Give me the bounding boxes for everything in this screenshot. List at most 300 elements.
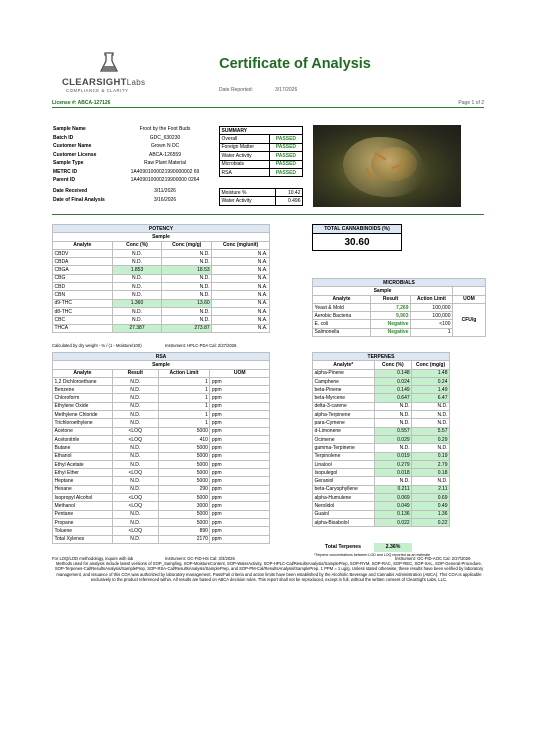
rsa-table: [52, 352, 270, 544]
analyte: Hexane: [53, 485, 113, 493]
rsa-col-uom: UOM: [210, 369, 270, 377]
result: N.D.: [112, 377, 158, 385]
conc-percent: N.D.: [112, 283, 162, 291]
terpenes-title: TERPENES: [313, 353, 450, 361]
result: N.D.: [112, 510, 158, 518]
rsa-band: Sample: [53, 361, 270, 369]
table-row: [313, 444, 450, 452]
action-limit: 290: [158, 485, 210, 493]
license-number: License #: ABCA-127126: [52, 100, 111, 106]
info-label: Sample Type: [53, 160, 84, 166]
table-row: [53, 411, 270, 419]
info-label: Batch ID: [53, 134, 74, 141]
action-limit: 1: [158, 394, 210, 402]
rsa-instrument: Instrument: GC-FID-HS Cal: 3/3/2026: [165, 556, 235, 561]
analyte: para-Cymene: [313, 419, 375, 427]
terpene-note: *Terpene concentrations between LOD and LOQ reported as an estimate: [314, 553, 431, 557]
conc-mgg: 0.22: [412, 518, 450, 526]
conc-mgunit: N.A.: [212, 299, 270, 307]
status-badge: PASSED: [269, 135, 302, 143]
table-row: [313, 402, 450, 410]
table-row: [53, 518, 270, 526]
analyte: Methylene Chloride: [53, 411, 113, 419]
conc-mgg: 1.48: [412, 369, 450, 377]
uom: ppm: [210, 494, 270, 502]
uom: ppm: [210, 502, 270, 510]
result: <LOQ: [112, 427, 158, 435]
status-badge: PASSED: [269, 143, 302, 151]
analyte: d8-THC: [53, 307, 113, 315]
result: 9,903: [371, 312, 411, 320]
disclaimer: Methods used for analysis include latest versions of SOP_Sampling, SOP-MoistureContent, SOP-WaterActivity, SOP-HPLC-Cal/ResultsAnalysis/SamplePrep, SOP-RYM, SOP-RAC, SOP-REC, SOP-SAL, SOP-General-Procedure, SOP-Terpenes-Cal/ResultsAnalysis/SamplePrep, SOP-RSA-Cal/ResultsAnalysis/SamplePrep, and SOP-PM-Cal/ResultsAnalysis/SamplePrep. 1 PPM = 1 ug/g. Unless stated otherwise, these results have been verified by laboratory management, and issuance of this COA was authorized by laboratory management. Pass/Fail criteria and action limits have been established by the Alcoholic Beverage and Cannabis Administration (ABCA). This COA is applicable exclusively to the product referenced within. All results are based on ABCA decision rules. This report shall not be reproduced, except in full, without the written consent of ClearSight Labs, LLC.: [54, 561, 484, 583]
potency-col-percent: Conc (%): [112, 241, 162, 249]
conc-percent: 0.019: [374, 452, 412, 460]
conc-percent: 1.360: [112, 299, 162, 307]
table-row: [53, 502, 270, 510]
info-label: Customer License: [53, 151, 97, 158]
conc-mgg: 0.29: [412, 435, 450, 443]
table-row: [313, 485, 450, 493]
conc-mgg: N.D.: [162, 274, 212, 282]
conc-mgg: 273.87: [162, 324, 212, 332]
table-row: [53, 419, 270, 427]
uom: ppm: [210, 518, 270, 526]
analyte: Ethylene Oxide: [53, 402, 113, 410]
conc-mgg: 0.69: [412, 494, 450, 502]
action-limit: 1: [411, 328, 453, 336]
conc-mgg: 1.49: [412, 386, 450, 394]
table-row: [313, 303, 486, 311]
uom: ppm: [210, 452, 270, 460]
info-label: Sample Name: [53, 126, 86, 132]
table-row: [53, 427, 270, 435]
table-row: [53, 258, 270, 266]
conc-percent: 0.049: [374, 502, 412, 510]
total-cannabinoids-label: TOTAL CANNABINOIDS (%): [313, 225, 402, 234]
uom: ppm: [210, 435, 270, 443]
conc-percent: N.D.: [374, 477, 412, 485]
result: <LOQ: [112, 527, 158, 535]
table-row: [53, 299, 270, 307]
uom: ppm: [210, 427, 270, 435]
terpenes-col-mgg: Conc (mg/g): [412, 361, 450, 369]
microbials-table: [312, 278, 486, 337]
total-terpenes: [312, 543, 450, 552]
microbials-col-limit: Action Limit: [411, 295, 453, 303]
analyte: Heptane: [53, 477, 113, 485]
table-row: [53, 535, 270, 543]
uom: ppm: [210, 460, 270, 468]
conc-percent: N.D.: [374, 419, 412, 427]
result: 7,269: [371, 303, 411, 311]
result: N.D.: [112, 535, 158, 543]
analyte: alpha-Pinene: [313, 369, 375, 377]
result: N.D.: [112, 460, 158, 468]
status-badge: PASSED: [269, 168, 302, 176]
microbials-band: Sample: [313, 287, 453, 295]
conc-mgg: N.D.: [412, 477, 450, 485]
uom: ppm: [210, 535, 270, 543]
action-limit: 5000: [158, 444, 210, 452]
result: N.D.: [112, 394, 158, 402]
conc-mgunit: N.A.: [212, 291, 270, 299]
total-cannabinoids-value: 30.60: [313, 234, 402, 251]
result: N.D.: [112, 411, 158, 419]
result: <LOQ: [112, 494, 158, 502]
conc-percent: 1.853: [112, 266, 162, 274]
conc-mgg: 0.49: [412, 502, 450, 510]
table-row: [313, 452, 450, 460]
analyte: Guaiol: [313, 510, 375, 518]
microbials-col-result: Result: [371, 295, 411, 303]
rsa-col-limit: Action Limit: [158, 369, 210, 377]
analyte: Ocimene: [313, 435, 375, 443]
action-limit: 5000: [158, 469, 210, 477]
analyte: Propane: [53, 518, 113, 526]
conc-percent: 0.069: [374, 494, 412, 502]
table-row: [313, 435, 450, 443]
analyte: Linalool: [313, 460, 375, 468]
analyte: CBDA: [53, 258, 113, 266]
conc-mgg: N.D.: [162, 258, 212, 266]
conc-mgg: N.D.: [162, 283, 212, 291]
action-limit: 890: [158, 527, 210, 535]
table-row: [313, 394, 450, 402]
logo-text: CLEARSIGHTLabs: [62, 77, 146, 88]
action-limit: 5000: [158, 460, 210, 468]
conc-percent: 27.387: [112, 324, 162, 332]
conc-mgg: 13.60: [162, 299, 212, 307]
conc-mgunit: N.A.: [212, 266, 270, 274]
conc-mgg: N.D.: [162, 316, 212, 324]
summary-row: [220, 168, 303, 176]
conc-mgg: 0.18: [412, 469, 450, 477]
table-row: [53, 316, 270, 324]
table-row: [53, 435, 270, 443]
info-label: Date of Final Analysis: [53, 196, 105, 203]
result: N.D.: [112, 419, 158, 427]
analyte: E. coli: [313, 320, 371, 328]
rsa-col-result: Result: [112, 369, 158, 377]
conc-percent: N.D.: [374, 444, 412, 452]
divider: [52, 107, 484, 108]
analyte: beta-Pinene: [313, 386, 375, 394]
report-date-label: Date Reported:: [219, 87, 253, 93]
action-limit: 3000: [158, 502, 210, 510]
table-row: [53, 283, 270, 291]
uom: ppm: [210, 527, 270, 535]
analyte: Nerolidol: [313, 502, 375, 510]
table-row: [313, 510, 450, 518]
action-limit: <100: [411, 320, 453, 328]
potency-band: Sample: [53, 233, 270, 241]
total-terpenes-value: 2.36%: [374, 543, 412, 552]
analyte: Butane: [53, 444, 113, 452]
table-row: [53, 485, 270, 493]
table-row: [53, 249, 270, 257]
summary-test: Foreign Matter: [220, 143, 270, 151]
info-value: 1A40901000021990000002 69: [130, 168, 200, 175]
conc-percent: N.D.: [112, 307, 162, 315]
conc-percent: 0.148: [374, 369, 412, 377]
action-limit: 1: [158, 402, 210, 410]
action-limit: 410: [158, 435, 210, 443]
result: Negative: [371, 320, 411, 328]
analyte: CBG: [53, 274, 113, 282]
conc-mgg: 1.36: [412, 510, 450, 518]
result: <LOQ: [112, 502, 158, 510]
status-badge: PASSED: [269, 152, 302, 160]
report-date: 3/17/2026: [275, 87, 298, 93]
conc-mgunit: N.A.: [212, 324, 270, 332]
potency-col-analyte: Analyte: [53, 241, 113, 249]
conc-percent: 0.149: [374, 386, 412, 394]
conc-mgg: N.D.: [412, 444, 450, 452]
conc-percent: 0.022: [374, 518, 412, 526]
uom: ppm: [210, 419, 270, 427]
conc-mgg: N.D.: [162, 249, 212, 257]
conc-percent: N.D.: [374, 411, 412, 419]
summary-row: [220, 143, 303, 151]
analyte: CBC: [53, 316, 113, 324]
conc-mgg: 0.24: [412, 377, 450, 385]
table-row: [53, 510, 270, 518]
moisture-table: [219, 188, 303, 206]
action-limit: 100,000: [411, 303, 453, 311]
info-value: Froot by the Foot Buds: [139, 126, 191, 132]
analyte: Toluene: [53, 527, 113, 535]
uom: ppm: [210, 394, 270, 402]
conc-percent: 0.018: [374, 469, 412, 477]
action-limit: 5000: [158, 518, 210, 526]
analyte: Aerobic Bacteria: [313, 312, 371, 320]
analyte: Acetone: [53, 427, 113, 435]
analyte: CBD: [53, 283, 113, 291]
status-badge: PASSED: [269, 160, 302, 168]
water-activity-label: Water Activity: [220, 197, 276, 205]
analyte: Ethyl Acetate: [53, 460, 113, 468]
uom: ppm: [210, 386, 270, 394]
table-row: [53, 477, 270, 485]
analyte: Terpinolene: [313, 452, 375, 460]
analyte: beta-Myrcene: [313, 394, 375, 402]
table-row: [313, 518, 450, 526]
conc-mgunit: N.A.: [212, 307, 270, 315]
summary-test: Microbials: [220, 160, 270, 168]
uom: ppm: [210, 510, 270, 518]
conc-mgunit: N.A.: [212, 316, 270, 324]
table-row: [53, 460, 270, 468]
table-row: [53, 494, 270, 502]
action-limit: 5000: [158, 427, 210, 435]
microbials-col-analyte: Analyte: [313, 295, 371, 303]
analyte: Camphene: [313, 377, 375, 385]
table-row: [313, 477, 450, 485]
conc-percent: 0.647: [374, 394, 412, 402]
conc-percent: N.D.: [112, 291, 162, 299]
analyte: CBN: [53, 291, 113, 299]
analyte: gamma-Terpinene: [313, 444, 375, 452]
analyte: Acetonitrile: [53, 435, 113, 443]
action-limit: 1: [158, 411, 210, 419]
info-value: 3/16/2026: [153, 196, 177, 203]
potency-footnote: Calculated by dry weight - % / (1 - Moisture/100): [52, 343, 142, 348]
action-limit: 5000: [158, 510, 210, 518]
table-row: [313, 427, 450, 435]
action-limit: 100,000: [411, 312, 453, 320]
conc-percent: 0.024: [374, 377, 412, 385]
result: <LOQ: [112, 435, 158, 443]
uom: ppm: [210, 469, 270, 477]
table-row: [313, 419, 450, 427]
potency-instrument: Instrument: HPLC-PDA Cal: 2/27/2026: [165, 343, 237, 348]
table-row: [313, 469, 450, 477]
analyte: Geraniol: [313, 477, 375, 485]
table-row: [53, 291, 270, 299]
conc-mgunit: N.A.: [212, 283, 270, 291]
analyte: Salmonella: [313, 328, 371, 336]
conc-mgg: N.D.: [162, 307, 212, 315]
table-row: [313, 502, 450, 510]
page-title: Certificate of Analysis: [219, 56, 371, 72]
info-value: 1A409010000219900000 0264: [130, 177, 200, 183]
analyte: alpha-Humulene: [313, 494, 375, 502]
info-value: Grown N DC: [150, 143, 180, 149]
conc-percent: 0.136: [374, 510, 412, 518]
uom: ppm: [210, 485, 270, 493]
info-value: Raw Plant Material: [144, 160, 186, 166]
summary-row: [220, 135, 303, 143]
uom: ppm: [210, 444, 270, 452]
total-cannabinoids: [312, 224, 402, 251]
conc-mgunit: N.A.: [212, 258, 270, 266]
moisture-label: Moisture %: [220, 189, 276, 197]
table-row: [53, 386, 270, 394]
info-label: Customer Name: [53, 143, 92, 149]
beaker-logo-icon: [97, 50, 121, 74]
conc-mgg: 18.53: [162, 266, 212, 274]
action-limit: 1: [158, 419, 210, 427]
uom: CFU/g: [453, 303, 486, 336]
analyte: d-Limonene: [313, 427, 375, 435]
analyte: d9-THC: [53, 299, 113, 307]
info-label: Parent ID: [53, 177, 75, 183]
table-row: [313, 460, 450, 468]
analyte: Methanol: [53, 502, 113, 510]
table-row: [53, 402, 270, 410]
conc-percent: 0.279: [374, 460, 412, 468]
conc-mgunit: N.A.: [212, 249, 270, 257]
conc-mgg: 2.11: [412, 485, 450, 493]
summary-table: [219, 126, 303, 177]
result: N.D.: [112, 452, 158, 460]
analyte: Yeast & Mold: [313, 303, 371, 311]
rsa-title: RSA: [53, 353, 270, 361]
info-label: Date Received: [53, 188, 88, 194]
action-limit: 2170: [158, 535, 210, 543]
potency-col-mgunit: Conc (mg/unit): [212, 241, 270, 249]
table-row: [313, 494, 450, 502]
conc-mgg: N.D.: [162, 291, 212, 299]
analyte: Trichloroethylene: [53, 419, 113, 427]
uom: ppm: [210, 411, 270, 419]
result: Negative: [371, 328, 411, 336]
result: N.D.: [112, 386, 158, 394]
conc-percent: N.D.: [112, 274, 162, 282]
analyte: 1,2 Dichloroethane: [53, 377, 113, 385]
conc-mgg: 6.47: [412, 394, 450, 402]
analyte: Pentane: [53, 510, 113, 518]
conc-mgg: 2.79: [412, 460, 450, 468]
table-row: [313, 411, 450, 419]
divider: [52, 214, 484, 215]
analyte: Benzene: [53, 386, 113, 394]
terpenes-col-analyte: Analyte*: [313, 361, 375, 369]
summary-row: [220, 152, 303, 160]
table-row: [53, 394, 270, 402]
result: N.D.: [112, 518, 158, 526]
analyte: Ethanol: [53, 452, 113, 460]
conc-percent: N.D.: [112, 249, 162, 257]
action-limit: 1: [158, 386, 210, 394]
conc-mgg: 5.57: [412, 427, 450, 435]
analyte: delta-3-carene: [313, 402, 375, 410]
conc-percent: N.D.: [374, 402, 412, 410]
info-value: ABCA-126559: [149, 151, 181, 158]
conc-percent: N.D.: [112, 258, 162, 266]
summary-header: SUMMARY: [220, 127, 303, 135]
uom: ppm: [210, 377, 270, 385]
table-row: [53, 307, 270, 315]
analyte: Isopropyl Alcohol: [53, 494, 113, 502]
result: N.D.: [112, 402, 158, 410]
result: N.D.: [112, 477, 158, 485]
water-activity-value: 0.496: [275, 197, 302, 205]
analyte: CBGA: [53, 266, 113, 274]
result: N.D.: [112, 444, 158, 452]
action-limit: 1: [158, 377, 210, 385]
table-row: [313, 386, 450, 394]
conc-mgunit: N.A.: [212, 274, 270, 282]
table-row: [53, 469, 270, 477]
sample-photo: [313, 125, 461, 207]
rsa-footnote: For LOQ/LOD methodology, inquire with lab: [52, 556, 134, 561]
page-number: Page 1 of 2: [458, 100, 484, 106]
potency-table: [52, 224, 270, 333]
analyte: THCA: [53, 324, 113, 332]
table-row: [53, 266, 270, 274]
result: <LOQ: [112, 469, 158, 477]
summary-test: Water Activity: [220, 152, 270, 160]
total-terpenes-label: Total Terpenes: [324, 544, 362, 551]
uom: ppm: [210, 477, 270, 485]
table-row: [53, 274, 270, 282]
analyte: CBDV: [53, 249, 113, 257]
terpenes-col-percent: Conc (%): [374, 361, 412, 369]
conc-percent: 0.557: [374, 427, 412, 435]
analyte: Ethyl Ether: [53, 469, 113, 477]
analyte: Total Xylenes: [53, 535, 113, 543]
table-row: [53, 324, 270, 332]
analyte: Chloroform: [53, 394, 113, 402]
conc-mgg: N.D.: [412, 411, 450, 419]
info-label: METRC ID: [53, 168, 78, 175]
analyte: Isopulegol: [313, 469, 375, 477]
conc-mgg: 0.19: [412, 452, 450, 460]
uom: ppm: [210, 402, 270, 410]
conc-mgg: N.D.: [412, 419, 450, 427]
logo-tagline: COMPLIANCE & CLARITY: [66, 88, 129, 93]
